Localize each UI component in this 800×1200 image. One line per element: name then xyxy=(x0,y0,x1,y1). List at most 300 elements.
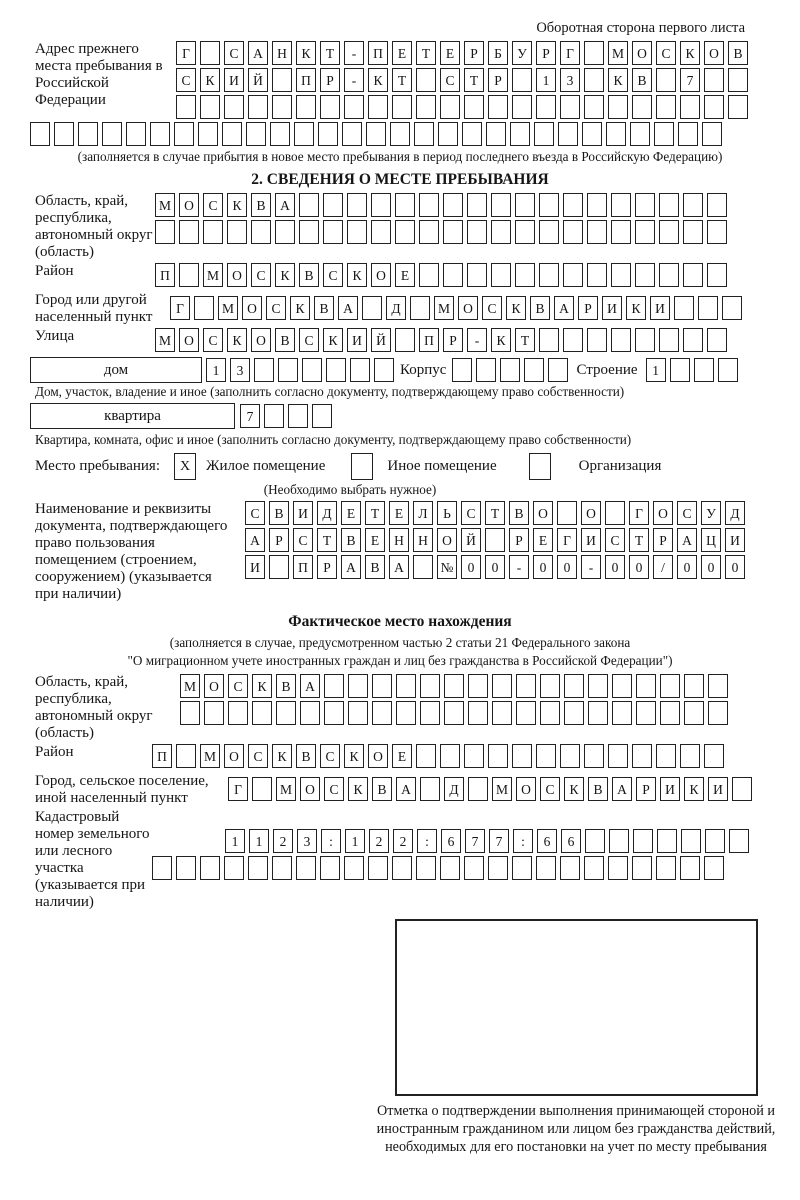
char-cell[interactable]: 1 xyxy=(646,358,666,382)
char-cell[interactable] xyxy=(564,701,584,725)
char-cell[interactable] xyxy=(492,674,512,698)
char-cell[interactable]: 7 xyxy=(465,829,485,853)
char-cell[interactable]: Б xyxy=(488,41,508,65)
char-cell[interactable]: М xyxy=(203,263,223,287)
char-cell[interactable]: Д xyxy=(725,501,745,525)
char-cell[interactable] xyxy=(660,674,680,698)
char-cell[interactable] xyxy=(704,856,724,880)
char-cell[interactable] xyxy=(155,220,175,244)
char-cell[interactable]: А xyxy=(612,777,632,801)
char-cell[interactable] xyxy=(176,95,196,119)
char-cell[interactable] xyxy=(611,328,631,352)
char-cell[interactable]: И xyxy=(708,777,728,801)
char-cell[interactable]: В xyxy=(588,777,608,801)
char-cell[interactable]: О xyxy=(368,744,388,768)
char-cell[interactable] xyxy=(702,122,722,146)
char-cell[interactable] xyxy=(200,41,220,65)
char-cell[interactable]: У xyxy=(701,501,721,525)
char-cell[interactable] xyxy=(452,358,472,382)
char-cell[interactable]: К xyxy=(608,68,628,92)
char-cell[interactable] xyxy=(500,358,520,382)
char-cell[interactable]: Н xyxy=(413,528,433,552)
char-cell[interactable] xyxy=(659,193,679,217)
char-cell[interactable] xyxy=(30,122,50,146)
char-cell[interactable] xyxy=(320,95,340,119)
char-cell[interactable]: О xyxy=(242,296,262,320)
char-cell[interactable]: Р xyxy=(269,528,289,552)
char-cell[interactable]: В xyxy=(314,296,334,320)
char-cell[interactable] xyxy=(539,220,559,244)
char-cell[interactable]: 1 xyxy=(536,68,556,92)
char-cell[interactable] xyxy=(684,674,704,698)
char-cell[interactable] xyxy=(419,220,439,244)
char-cell[interactable]: С xyxy=(656,41,676,65)
char-cell[interactable]: / xyxy=(653,555,673,579)
char-cell[interactable] xyxy=(368,95,388,119)
char-cell[interactable] xyxy=(488,95,508,119)
char-cell[interactable] xyxy=(318,122,338,146)
char-cell[interactable]: 6 xyxy=(561,829,581,853)
char-cell[interactable] xyxy=(636,701,656,725)
char-cell[interactable]: О xyxy=(516,777,536,801)
char-cell[interactable]: 1 xyxy=(206,358,226,382)
char-cell[interactable]: Т xyxy=(320,41,340,65)
char-cell[interactable] xyxy=(176,744,196,768)
char-cell[interactable] xyxy=(204,701,224,725)
char-cell[interactable] xyxy=(440,95,460,119)
char-cell[interactable]: К xyxy=(290,296,310,320)
char-cell[interactable] xyxy=(371,220,391,244)
char-cell[interactable] xyxy=(563,220,583,244)
char-cell[interactable]: В xyxy=(276,674,296,698)
checkbox-inoe[interactable] xyxy=(351,453,373,480)
char-cell[interactable]: А xyxy=(248,41,268,65)
char-cell[interactable] xyxy=(608,95,628,119)
char-cell[interactable]: Р xyxy=(578,296,598,320)
char-cell[interactable]: К xyxy=(491,328,511,352)
char-cell[interactable] xyxy=(512,95,532,119)
char-cell[interactable] xyxy=(512,856,532,880)
char-cell[interactable]: С xyxy=(324,777,344,801)
char-cell[interactable] xyxy=(558,122,578,146)
char-cell[interactable]: А xyxy=(300,674,320,698)
char-cell[interactable]: 0 xyxy=(533,555,553,579)
char-cell[interactable]: А xyxy=(245,528,265,552)
char-cell[interactable] xyxy=(515,220,535,244)
char-cell[interactable]: Р xyxy=(509,528,529,552)
char-cell[interactable] xyxy=(611,193,631,217)
char-cell[interactable] xyxy=(102,122,122,146)
char-cell[interactable] xyxy=(392,856,412,880)
char-cell[interactable] xyxy=(606,122,626,146)
char-cell[interactable] xyxy=(656,744,676,768)
char-cell[interactable] xyxy=(585,829,605,853)
char-cell[interactable]: К xyxy=(506,296,526,320)
char-cell[interactable] xyxy=(539,193,559,217)
char-cell[interactable] xyxy=(419,263,439,287)
char-cell[interactable]: К xyxy=(227,328,247,352)
char-cell[interactable] xyxy=(635,263,655,287)
char-cell[interactable] xyxy=(539,263,559,287)
char-cell[interactable]: М xyxy=(276,777,296,801)
char-cell[interactable]: И xyxy=(650,296,670,320)
char-cell[interactable]: С xyxy=(176,68,196,92)
char-cell[interactable] xyxy=(678,122,698,146)
char-cell[interactable] xyxy=(276,701,296,725)
char-cell[interactable] xyxy=(296,856,316,880)
char-cell[interactable] xyxy=(396,701,416,725)
char-cell[interactable]: - xyxy=(509,555,529,579)
char-cell[interactable] xyxy=(539,328,559,352)
char-cell[interactable] xyxy=(272,68,292,92)
char-cell[interactable]: О xyxy=(458,296,478,320)
char-cell[interactable]: А xyxy=(389,555,409,579)
char-cell[interactable] xyxy=(491,220,511,244)
char-cell[interactable] xyxy=(272,856,292,880)
char-cell[interactable] xyxy=(584,95,604,119)
char-cell[interactable] xyxy=(468,777,488,801)
char-cell[interactable] xyxy=(152,856,172,880)
char-cell[interactable]: О xyxy=(179,328,199,352)
char-cell[interactable] xyxy=(248,95,268,119)
char-cell[interactable] xyxy=(560,856,580,880)
char-cell[interactable] xyxy=(632,856,652,880)
char-cell[interactable]: Е xyxy=(392,41,412,65)
char-cell[interactable] xyxy=(563,328,583,352)
char-cell[interactable] xyxy=(488,856,508,880)
char-cell[interactable] xyxy=(312,404,332,428)
char-cell[interactable]: В xyxy=(296,744,316,768)
char-cell[interactable]: К xyxy=(252,674,272,698)
char-cell[interactable]: М xyxy=(180,674,200,698)
char-cell[interactable]: В xyxy=(275,328,295,352)
char-cell[interactable]: Й xyxy=(248,68,268,92)
char-cell[interactable] xyxy=(251,220,271,244)
char-cell[interactable]: Е xyxy=(365,528,385,552)
char-cell[interactable] xyxy=(708,674,728,698)
char-cell[interactable] xyxy=(54,122,74,146)
char-cell[interactable]: С xyxy=(440,68,460,92)
char-cell[interactable]: Й xyxy=(371,328,391,352)
char-cell[interactable]: О xyxy=(437,528,457,552)
char-cell[interactable] xyxy=(228,701,248,725)
char-cell[interactable]: О xyxy=(653,501,673,525)
char-cell[interactable]: М xyxy=(155,193,175,217)
char-cell[interactable]: 7 xyxy=(489,829,509,853)
char-cell[interactable] xyxy=(584,68,604,92)
char-cell[interactable]: И xyxy=(245,555,265,579)
char-cell[interactable]: О xyxy=(251,328,271,352)
char-cell[interactable] xyxy=(536,744,556,768)
char-cell[interactable] xyxy=(275,220,295,244)
char-cell[interactable] xyxy=(395,220,415,244)
char-cell[interactable] xyxy=(420,701,440,725)
char-cell[interactable]: 0 xyxy=(605,555,625,579)
char-cell[interactable] xyxy=(371,193,391,217)
char-cell[interactable]: П xyxy=(155,263,175,287)
char-cell[interactable]: Р xyxy=(536,41,556,65)
char-cell[interactable]: 7 xyxy=(240,404,260,428)
char-cell[interactable] xyxy=(323,220,343,244)
char-cell[interactable]: 0 xyxy=(725,555,745,579)
char-cell[interactable] xyxy=(515,193,535,217)
char-cell[interactable] xyxy=(584,41,604,65)
char-cell[interactable] xyxy=(612,674,632,698)
char-cell[interactable]: : xyxy=(417,829,437,853)
char-cell[interactable] xyxy=(708,701,728,725)
char-cell[interactable]: 1 xyxy=(345,829,365,853)
char-cell[interactable] xyxy=(464,856,484,880)
char-cell[interactable] xyxy=(368,856,388,880)
char-cell[interactable] xyxy=(488,744,508,768)
char-cell[interactable] xyxy=(683,263,703,287)
char-cell[interactable] xyxy=(729,829,749,853)
char-cell[interactable] xyxy=(254,358,274,382)
char-cell[interactable]: В xyxy=(632,68,652,92)
char-cell[interactable] xyxy=(732,777,752,801)
char-cell[interactable] xyxy=(372,701,392,725)
char-cell[interactable]: О xyxy=(704,41,724,65)
char-cell[interactable] xyxy=(491,193,511,217)
char-cell[interactable] xyxy=(203,220,223,244)
char-cell[interactable] xyxy=(443,220,463,244)
char-cell[interactable] xyxy=(464,744,484,768)
char-cell[interactable] xyxy=(516,674,536,698)
char-cell[interactable]: И xyxy=(347,328,367,352)
char-cell[interactable] xyxy=(704,68,724,92)
char-cell[interactable] xyxy=(324,674,344,698)
char-cell[interactable] xyxy=(707,193,727,217)
char-cell[interactable] xyxy=(705,829,725,853)
char-cell[interactable] xyxy=(126,122,146,146)
char-cell[interactable] xyxy=(534,122,554,146)
char-cell[interactable] xyxy=(467,193,487,217)
char-cell[interactable]: К xyxy=(200,68,220,92)
char-cell[interactable] xyxy=(299,193,319,217)
char-cell[interactable]: № xyxy=(437,555,457,579)
char-cell[interactable]: С xyxy=(540,777,560,801)
char-cell[interactable] xyxy=(440,744,460,768)
char-cell[interactable] xyxy=(684,701,704,725)
char-cell[interactable] xyxy=(605,501,625,525)
char-cell[interactable] xyxy=(510,122,530,146)
char-cell[interactable] xyxy=(681,829,701,853)
char-cell[interactable] xyxy=(588,674,608,698)
char-cell[interactable]: К xyxy=(680,41,700,65)
char-cell[interactable] xyxy=(608,856,628,880)
char-cell[interactable] xyxy=(462,122,482,146)
char-cell[interactable]: 0 xyxy=(485,555,505,579)
char-cell[interactable]: Р xyxy=(320,68,340,92)
char-cell[interactable]: К xyxy=(272,744,292,768)
char-cell[interactable] xyxy=(222,122,242,146)
char-cell[interactable] xyxy=(536,95,556,119)
char-cell[interactable]: Л xyxy=(413,501,433,525)
char-cell[interactable] xyxy=(416,744,436,768)
char-cell[interactable] xyxy=(440,856,460,880)
char-cell[interactable] xyxy=(680,744,700,768)
char-cell[interactable]: С xyxy=(677,501,697,525)
char-cell[interactable]: В xyxy=(299,263,319,287)
char-cell[interactable] xyxy=(374,358,394,382)
char-cell[interactable]: Е xyxy=(533,528,553,552)
char-cell[interactable]: П xyxy=(293,555,313,579)
char-cell[interactable]: М xyxy=(434,296,454,320)
char-cell[interactable] xyxy=(174,122,194,146)
char-cell[interactable] xyxy=(179,220,199,244)
char-cell[interactable] xyxy=(420,674,440,698)
char-cell[interactable] xyxy=(491,263,511,287)
char-cell[interactable]: - xyxy=(344,41,364,65)
char-cell[interactable]: Д xyxy=(317,501,337,525)
char-cell[interactable]: А xyxy=(275,193,295,217)
char-cell[interactable]: О xyxy=(632,41,652,65)
char-cell[interactable] xyxy=(557,501,577,525)
char-cell[interactable] xyxy=(540,674,560,698)
char-cell[interactable]: 0 xyxy=(461,555,481,579)
char-cell[interactable] xyxy=(296,95,316,119)
char-cell[interactable]: С xyxy=(228,674,248,698)
char-cell[interactable]: К xyxy=(296,41,316,65)
char-cell[interactable] xyxy=(540,701,560,725)
char-cell[interactable] xyxy=(485,528,505,552)
char-cell[interactable]: Г xyxy=(228,777,248,801)
char-cell[interactable]: М xyxy=(218,296,238,320)
char-cell[interactable]: Р xyxy=(636,777,656,801)
char-cell[interactable] xyxy=(416,95,436,119)
char-cell[interactable]: 1 xyxy=(249,829,269,853)
char-cell[interactable]: О xyxy=(227,263,247,287)
char-cell[interactable] xyxy=(524,358,544,382)
char-cell[interactable]: М xyxy=(608,41,628,65)
char-cell[interactable]: В xyxy=(251,193,271,217)
char-cell[interactable] xyxy=(704,744,724,768)
char-cell[interactable] xyxy=(515,263,535,287)
char-cell[interactable] xyxy=(656,856,676,880)
char-cell[interactable] xyxy=(179,263,199,287)
char-cell[interactable]: О xyxy=(179,193,199,217)
char-cell[interactable] xyxy=(584,744,604,768)
char-cell[interactable] xyxy=(150,122,170,146)
apartment-type-box[interactable]: квартира xyxy=(30,403,235,429)
char-cell[interactable] xyxy=(659,263,679,287)
char-cell[interactable] xyxy=(587,263,607,287)
char-cell[interactable] xyxy=(416,68,436,92)
char-cell[interactable] xyxy=(563,263,583,287)
char-cell[interactable] xyxy=(718,358,738,382)
char-cell[interactable]: С xyxy=(323,263,343,287)
char-cell[interactable]: 3 xyxy=(560,68,580,92)
char-cell[interactable] xyxy=(395,328,415,352)
char-cell[interactable] xyxy=(278,358,298,382)
char-cell[interactable]: - xyxy=(467,328,487,352)
char-cell[interactable]: Р xyxy=(488,68,508,92)
char-cell[interactable]: Г xyxy=(170,296,190,320)
char-cell[interactable] xyxy=(419,193,439,217)
char-cell[interactable] xyxy=(587,328,607,352)
char-cell[interactable]: И xyxy=(293,501,313,525)
char-cell[interactable]: Р xyxy=(443,328,463,352)
char-cell[interactable] xyxy=(347,220,367,244)
char-cell[interactable] xyxy=(612,701,632,725)
char-cell[interactable] xyxy=(707,263,727,287)
char-cell[interactable]: И xyxy=(602,296,622,320)
char-cell[interactable] xyxy=(660,701,680,725)
char-cell[interactable]: 0 xyxy=(677,555,697,579)
char-cell[interactable] xyxy=(302,358,322,382)
char-cell[interactable] xyxy=(560,95,580,119)
char-cell[interactable] xyxy=(344,856,364,880)
char-cell[interactable]: С xyxy=(482,296,502,320)
char-cell[interactable]: Е xyxy=(395,263,415,287)
char-cell[interactable] xyxy=(392,95,412,119)
char-cell[interactable]: Ц xyxy=(701,528,721,552)
char-cell[interactable] xyxy=(227,220,247,244)
char-cell[interactable] xyxy=(704,95,724,119)
char-cell[interactable]: А xyxy=(396,777,416,801)
char-cell[interactable]: Т xyxy=(515,328,535,352)
char-cell[interactable]: Г xyxy=(176,41,196,65)
char-cell[interactable] xyxy=(536,856,556,880)
char-cell[interactable] xyxy=(656,95,676,119)
char-cell[interactable] xyxy=(680,95,700,119)
char-cell[interactable]: П xyxy=(419,328,439,352)
char-cell[interactable]: В xyxy=(365,555,385,579)
char-cell[interactable]: В xyxy=(509,501,529,525)
char-cell[interactable]: С xyxy=(248,744,268,768)
char-cell[interactable]: И xyxy=(581,528,601,552)
char-cell[interactable] xyxy=(320,856,340,880)
char-cell[interactable] xyxy=(246,122,266,146)
char-cell[interactable] xyxy=(366,122,386,146)
char-cell[interactable] xyxy=(633,829,653,853)
char-cell[interactable]: К xyxy=(368,68,388,92)
char-cell[interactable]: О xyxy=(300,777,320,801)
char-cell[interactable] xyxy=(512,744,532,768)
char-cell[interactable]: В xyxy=(269,501,289,525)
char-cell[interactable]: С xyxy=(299,328,319,352)
char-cell[interactable] xyxy=(444,674,464,698)
char-cell[interactable] xyxy=(194,296,214,320)
char-cell[interactable] xyxy=(722,296,742,320)
char-cell[interactable] xyxy=(390,122,410,146)
char-cell[interactable] xyxy=(587,220,607,244)
char-cell[interactable] xyxy=(659,220,679,244)
char-cell[interactable]: А xyxy=(341,555,361,579)
char-cell[interactable] xyxy=(468,674,488,698)
char-cell[interactable]: - xyxy=(344,68,364,92)
char-cell[interactable]: С xyxy=(605,528,625,552)
char-cell[interactable] xyxy=(635,220,655,244)
char-cell[interactable] xyxy=(728,95,748,119)
char-cell[interactable] xyxy=(707,328,727,352)
char-cell[interactable]: М xyxy=(492,777,512,801)
char-cell[interactable] xyxy=(512,68,532,92)
char-cell[interactable] xyxy=(348,701,368,725)
char-cell[interactable]: Р xyxy=(653,528,673,552)
char-cell[interactable]: Р xyxy=(317,555,337,579)
char-cell[interactable]: А xyxy=(677,528,697,552)
char-cell[interactable] xyxy=(270,122,290,146)
char-cell[interactable] xyxy=(299,220,319,244)
char-cell[interactable]: Й xyxy=(461,528,481,552)
char-cell[interactable] xyxy=(362,296,382,320)
char-cell[interactable] xyxy=(588,701,608,725)
char-cell[interactable] xyxy=(347,193,367,217)
char-cell[interactable] xyxy=(344,95,364,119)
char-cell[interactable]: Г xyxy=(560,41,580,65)
char-cell[interactable]: О xyxy=(371,263,391,287)
